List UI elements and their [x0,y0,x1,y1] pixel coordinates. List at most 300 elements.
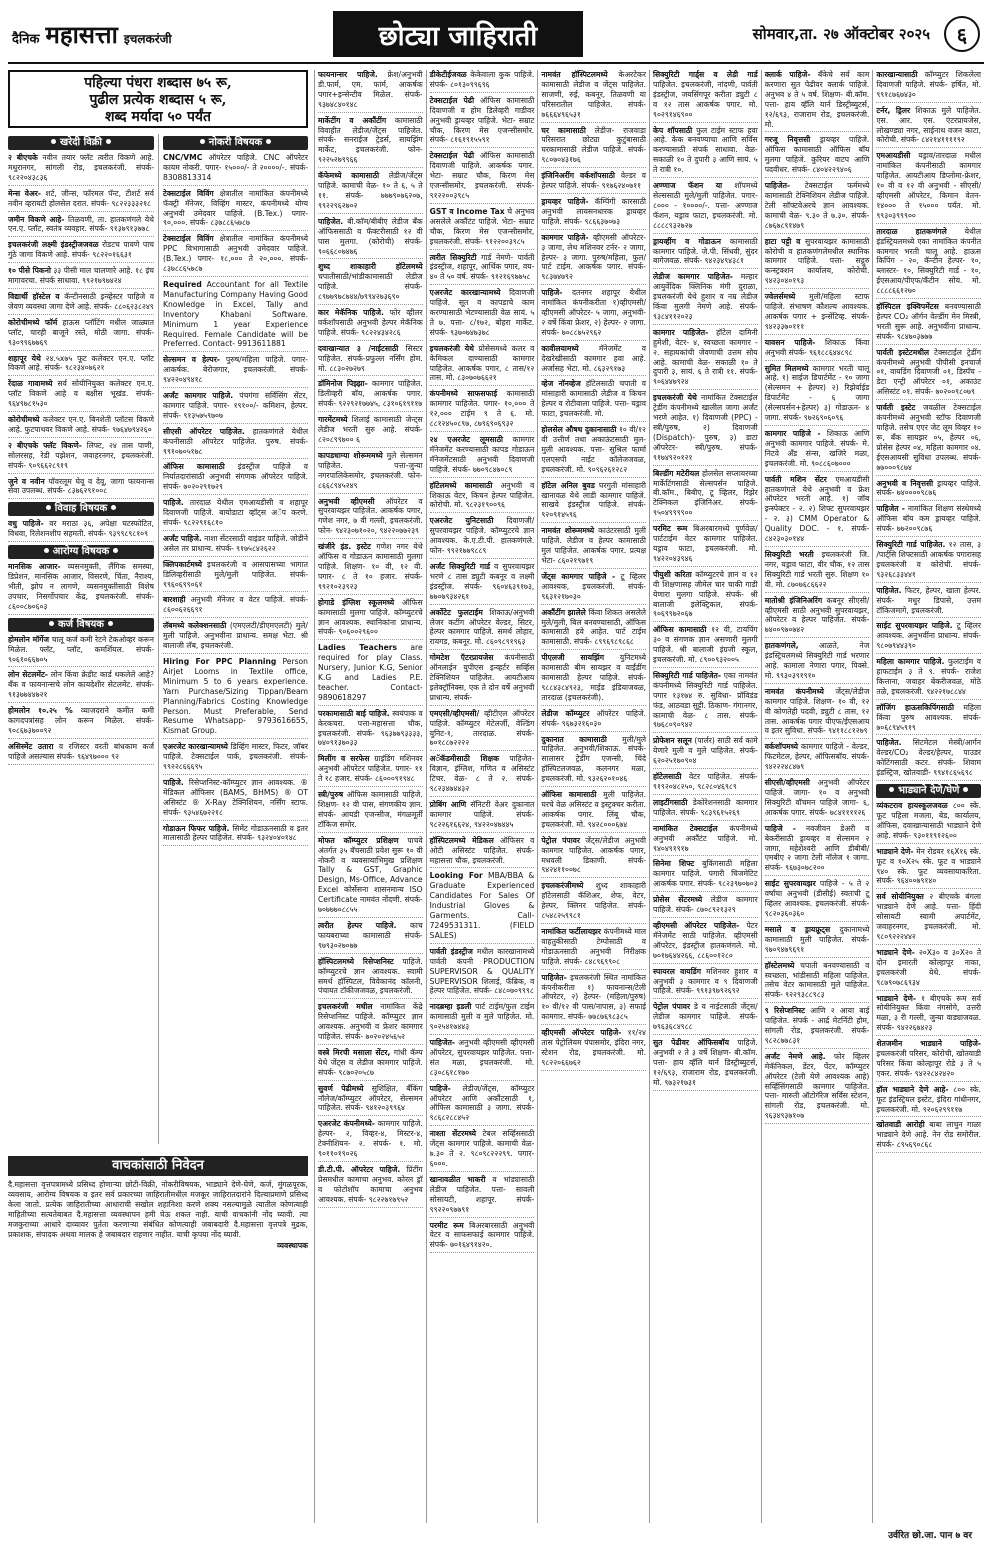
ad-heading: Hiring For PPC Planning [163,656,277,666]
ad-text: नामांकित केंद्रे रिसेप्शनिस्ट पाहिजे. कॉम्प्युटर ज्ञान आवश्यक. अनुभवी व फ्रेशर कामगार पाहिजेत. संपर्क- ७०२०२४५६५२ [318,1002,423,1042]
ad-text: शॉपमध्ये सेल्ससाठी मुले/मुली पाहिजेत. पगार- ८००० - १००००/-. पत्ता- अण्णाज फॅशन, यड्राव फाटा, इचलकरंजी. मो. ८८८८९३२७२७ [653,181,758,230]
classified-ad [653,895,758,918]
ad-list-col-4 [430,70,535,1253]
ad-text: प्रोसेसमध्ये कलर व केमिकल दाण्यासाठी कामगार पाहिजेत. आकर्षक पगार, ८ तास/१२ तास. मो. ८३०७०७६६२१ [429,343,535,383]
classified-ad [765,181,870,234]
classified-ad [8,415,154,438]
ad-text: Accountant for all Textile Manufacturing Company Having Good Knowledge in Excel, Tally and Inventory Khabani Software. Minimum 1 year Experience Required. Female Candidate will be Preferred. Contact- 9913611881 [163,279,308,349]
ad-heading: प्रोसेस सेंटरमध्ये [653,895,703,905]
ad-text: शिलाई कामासाठी जेन्ट्स लेडीज भरती सुरु आहे. संपर्क- ८२०८९९७०० ६ [318,415,423,444]
ad-text: होलसेल सप्लायरच्या मार्केटिंगसाठी सेल्सपर्सन पाहिजे. बी.कॉम., बिबीए, टू व्हिलर, रिझेर टेक्निकल इंजिनिअर. संपर्क- ९५०४९९९९०० [653,468,758,518]
category-header-sale: खरेदी विक्री [8,136,154,150]
bullet-icon [111,505,116,510]
ad-text: ऑपरेटर व सुपरवायझर पाहिजेत. आकर्षक पगार, गणेश नगर, ७ वी गल्ली, इचलकरंजी. फोन- ९४२३०७१०२०, ९४२२०७७२३९ [318,496,423,536]
ad-heading: एमआयडीसी [876,151,911,161]
classified-ad [163,560,308,593]
classified-ad [430,1129,535,1172]
ad-heading: लॅबमध्ये कलेक्शनसाठी [163,621,227,631]
left-area [8,70,308,1523]
ad-text: व्हीटीएल ऑपरेटर पाहिजे. कॉम्प्युटर मेटेलर्जी, वेल्डिंग युनिट-१, तारदाळ. संपर्क- ७०१८८७२२२२ [429,708,535,748]
ad-heading: नामवंत शोरूममध्ये [541,526,595,536]
classified-ad [163,234,308,277]
ad-heading: कामगार पाहिजेत- [653,327,709,337]
ad-text: चे अनुभव असलेले अकौंटंट पाहिजे. भेटा- सम्राट चौक, किरण मेस एजन्सीसमोर, इचलकरंजी. संपर्क- ९१२२००३९८५ [429,206,535,246]
ad-heading: २ बीएचके फ्लॅट विकणे- [8,440,82,450]
ad-heading: वधु पाहिजे- [8,519,44,529]
classified-ad [541,836,646,879]
classified-ad [653,237,758,270]
classified-ad [765,742,870,775]
classified-ad [876,302,981,345]
ad-text: मल्हार आयुर्वेदिक क्लिनिक मंगी दुराळा, इचलकरंजी येथे हुशार व नम्र लेडीज किंवा मुलगी नेमणे आहे. संपर्क- ९३८४११२०२३ [653,272,758,321]
ad-text: दुकानामध्ये कामासाठी मुली पाहिजेत. संपर्क- ९७०९४७९६९१ [764,924,870,954]
ad-heading: अनुभवी व्हीएमसी [318,496,375,506]
ad-text: एका नामवंत कंपनीमध्ये सिक्युरिटी गार्ड पाहिजेत. पगार १३१७४ रु. सुविधा- प्रॉविडंड फंड, आठवडा सुट्टी. ठिकाण- गंगानगर, कामाची वेळ- ८ तास. संपर्क- ९७६८०९०९४२ [653,670,758,730]
ad-heading: नामांकित टेक्सटाईल [653,823,718,833]
ad-text: ऑपरेटर पाहिजे. CNC ऑपरेटर कायम नोकरी. पगार- १५०००/- ते २००००/-. संपर्क- 8308813314 [163,153,308,182]
ad-heading: इंजिनिअरींग वर्कशॉपसाठी [541,171,616,181]
classified-ad [430,1038,535,1081]
masthead-dainik: दैनिक [12,31,40,47]
ad-text: लोन किंवा क्रेडीट कार्ड थकलेले आहे? बँक व फायनान्सचे लोन कायदेशीर सेटलमेंट. संपर्क- ९१३७७४४७२१ [8,670,154,700]
section-title: छोट्या जाहिराती [333,11,583,57]
ad-text: जवळील टेक्सटाईल कंपनीमध्ये अनुभवी स्टॉफ दिवाणजी पाहिजे. तसेच एएर जेट लूम विव्हर १० रू, बँक सायझर ०५, हेल्पर ०६, प्रोसेस हेल्पर ०४, महिला कामगार ०४. ईएसआयसी सुविधा उपलब्ध. संपर्क- ७७०००९८७४ [876,403,982,472]
ad-text: पाहिजेत- विज्ञान, इंग्लिश, गणित व असिस्टंट टिचर. वेळ- ८ ते २. संपर्क- ९८२३४७४४३२ [429,754,535,794]
classified-ad [430,288,535,341]
classified-ad [541,608,646,651]
ad-heading: व्हीएमसी ऑपरेटर पाहिजे- [541,1028,622,1038]
ad-heading: अर्कोटेट फुलटाईम [429,607,483,617]
ad-heading: मानसिक आजार- [8,562,61,572]
ad-heading: गारमेंटमध्ये [318,415,348,425]
ad-text: पुरुष/महिला पाहिजे. पगार- आकर्षक. बेरोजगार, इचलकरंजी. संपर्क- ९४२२०४९४१८ [163,355,308,385]
classified-ad [765,237,870,290]
ad-text: पाचवे अंतर्गत ३५ बॅचसाठी प्रवेश सुरू १० वी नोकरी व व्यवसायाभिमुख प्रशिक्षण Tally & GST, Graphic Design, Ms-Office, Advance Excel कोर्सेसना शासनमान्य ISO Certificate नामवंत नोंदणी. संपर्क- ७०७७७०८८५५ [318,835,423,915]
classified-ad [653,736,758,769]
ad-text: ८०० स्के. फूट पहिला मजला, बेड, कार्यालय, ऑफिस, दवाखान्यासाठी भाड्याने देणे आहे. संपर्क- ९३०११९१२६०० [876,801,982,840]
ad-heading: पाहिजेत - [876,504,905,514]
ad-heading: जेंट्स कामगार पाहिजे - [541,571,616,581]
ad-text: लेडीज कामगार पाहिजे. संपर्क- ८७०८९२१३२९ [653,895,758,915]
classified-ad [8,519,154,542]
ad-text: मुली पाहिजेत. घरचे वेळ असिस्टंट व इस्ट्रक्चर करीता. आकर्षक पगार. लिंबू चौक, इचलकरंजी. मो. ९४२८०००६७४ [541,790,647,829]
ad-heading: साईट सुपरवायझर [764,879,816,889]
classified-ad [876,892,981,945]
ad-text: तारदाळ येथील एमआयडीसी व शहापूर दिवाणजी पाहिजे. बायोडाटा व्हॉट्स अॅप करणे. संपर्क- ९८२२९१६८१० [163,498,308,527]
ad-text: व्हीएमसी ऑपरेटर- ३ जागा, लेथ मशिनवर टर्नर- २ जागा, हेल्पर- ३ जागा. पुरुष/महिला, फुल/पार्ट टाईम. आकर्षक पगार. संपर्क- ९८३७४७९२ [541,232,647,282]
classified-ad [163,534,308,557]
ad-text: बनवण्यासाठी हेल्पर CO₂ ऑर्गन वेल्डींग मेन मिस्त्री, भरती सुरू आहे. अनुभवींना प्राधान्य. संपर्क- ९८४७०३७७७ [876,302,982,341]
ad-text: पाहिजे. कॉम्प्युटरचे ज्ञान आवश्यक. स्वामी समर्थ हॉस्पिटल, विवेकानंद कॉलनी, पंचायत टॉकीजजवळ, इचलकरंजी. [318,956,423,996]
ad-heading: पेट्रोल पंपावर [653,1002,691,1012]
ad-list-col-8 [876,70,981,781]
ad-heading: अर्जंट कामगार पाहिजे. [163,391,234,401]
ad-text: कलेक्टर एन.ए. बिनशेती प्लॉटस विकणे आहे. फुटपाथवर विकणे आहे. संपर्क- ९७६४७९४२६० [8,415,154,434]
ad-heading: हॉटेल अनिल बुवड [541,480,595,490]
classified-ad [318,598,423,641]
ad-text: जेंट्स/लेडीज कामगार पाहिजे. शिक्षण- १० वी, १२ वी कोणतेही पदवी, ड्युटी ८ तास, १२ तास. आकर्षक पगार पीएफ/ईएसआय व इतर सुविधा. संपर्क- ९४११८८१२७९ [764,686,870,736]
ad-text: कॅन्टीनसाठी इन्व्हेस्टर पाहिजे व जेवण व्यवस्था जागा देणे आहे. संपर्क- ८८०६२३८२४९ [8,291,154,311]
classified-ad [318,451,423,494]
ad-text: ३३ पीसी माल चालणारे आहे. १८ इंच मागावरचा. संपर्क साधावा. ९९२१७९७४२४ [8,266,154,286]
classified-ad [163,391,308,424]
ad-heading: मिलींग व सरफेस [318,754,370,764]
ad-heading: पाहिजे- [429,1083,451,1093]
ad-text: ऑफिसर व ओटी असिस्टंट पाहिजेत. संपर्क- महासत्ता चौक, इचलकरंजी. [429,835,535,865]
ad-text: फोर व्हीलर वर्कशॉपसाठी अनुभवी हेल्पर मेकॅनिक पाहिजे. संपर्क- ९८२२४३४२८६ [318,308,423,337]
ad-text: गांधी कॅम्प येथे जेंट्स व लेडीज कामगार पाहिजे. संपर्क- ९८७०२०५८७ [318,1047,423,1077]
classified-ad [653,671,758,733]
ad-heading: इचलकरंजीमध्ये [541,881,584,891]
ad-text: नामांकित टेक्सटाईल ट्रेडींग कंपनीमध्ये खालील जागा अर्जंट भरणे आहेत. १) दिवाणजी (PPC) - स्त्री/पुरुष, २) दिवाणजी (Dispatch)- पुरुष, ३) डाटा ऑपरेटर- स्त्री/पुरुष. संपर्क- ९१७४९२०१२१ [653,393,758,462]
classified-ad [8,153,154,186]
column-1 [8,134,154,1144]
classified-ad [876,847,981,890]
ad-heading: अर्जंट पाहिजे. [163,533,202,543]
ad-text: कामगार मॅनेजमेंट करण्यासाठी कापड गोडाऊन मॅनेजमेंटसाठी अनुभवी दिवाणजी पाहिजे. संपर्क- ७७०९८४७०८९ [429,435,535,474]
ad-heading: विद्यार्थी हॉस्टेल व [8,291,60,301]
classified-ad [8,670,154,703]
ad-text: केकेवाला कुक पाहिजे. संपर्क- ८०१३०९९६९६ [429,70,535,89]
ad-text: आणि २ आया बाई पाहिजेत. संपर्क - आर्द्र मेटर्निटी होम, सांगली रोड, इचलकरंजी. संपर्क- ९८२८७७८३१ [764,1006,870,1045]
ad-text: यड्राव/तारदाळ मधील नामांकित कंपनीसाठी कामगार पाहिजेत. आयटीआय डिप्लोमा-फ्रेशर, १० वी व १२ वी अनुभवी - सीएसी/व्हीएमसी ऑपरेटर, किमान वेतन- १४००० ते १५००० पर्यंत. मो. ९९३०३९९९०० [876,151,982,220]
ad-text: लेडीज- राजवाडा परिसरात छोट्या कुटुंबासाठी घरकामासाठी लेडीज पाहिजे. संपर्क- ९८०७०४३१७६ [541,125,647,165]
column-3 [314,70,426,1523]
ad-text: (एमएलटी/डीएमएलटी) मुले/मुली पाहिजे. अनुभवीना प्राधान्य. समक्ष भेटा. श्री बालाजी लॅब, इचलकरंजी. [163,621,308,651]
ad-heading: होगाडे इंग्लिश स्कूलमध्ये [318,597,395,607]
ad-text: कामगार पाहिजे - वेल्डर, फिटमेटल, हेल्पर, ऑफिसबॉय. संपर्क- ९४२२२४८४७९ [764,742,870,772]
bullet-icon [46,505,51,510]
classified-ad [318,344,423,377]
ad-list-col-7 [765,70,870,1124]
ad-heading: फायनान्सर पाहिजे. [318,70,378,79]
ad-heading: ज्वेलर्समध्ये [764,292,796,302]
ad-heading: पाहिजेत- [764,181,791,191]
category-header-loan: कर्ज विषयक [8,618,154,632]
ad-heading: नादब्रम्हा इडली [429,1002,472,1012]
classified-ad [163,657,308,739]
classified-ad [8,441,154,474]
ad-text: कामगार भरती चालू आहे. १) साईज डिपार्टमेंट - १० जागा (सेल्समन + हेल्पर) २) रिझेर्वाईड डिपार्टमेंट - ६ जागा (सेल्सपर्सन+हेल्पर) ३) गोडाऊन- ४ जागा. संपर्क- ९७२६९०६०९६ [764,363,870,423]
classified-ad [765,70,870,132]
classified-ad [318,70,423,113]
classified-ad [541,653,646,706]
classified-ad [318,957,423,1000]
classified-ad [163,462,308,495]
ad-heading: पार्वती मशिन सेंटर [764,474,827,484]
ad-list-health [8,562,154,615]
classified-ad [876,540,981,583]
ad-text: ऑफिस कामासाठी दिवाणजी व होम डिलेव्हरी गाडीवर अनुभवी ड्रायव्हर पाहिजे. भेटा- सम्राट चौक, किरण मेस एजन्सीसमोर. संपर्क- ८१६१९१५५९१ [429,95,535,145]
ad-heading: लाइटींगसाठी [653,797,688,807]
classified-ad [541,233,646,286]
classified-ad [653,625,758,668]
ad-text: कबनूर सीएसी/व्हीएमसी साठी अनुभवी सुपरवायझर, ऑपरेटर व हेल्पर पाहिजेत. संपर्क- ७४००९७०७४२ [764,595,870,635]
ad-heading: बिल्डींग मटेरीयल [653,468,700,478]
bullet-icon [106,139,111,144]
ad-text: कामगार पाहिजेत. डिलीव्हरी बॉय, आकर्षक पगार. संपर्क- ९२२९२१७७४५, ८३१०६१९११७ [318,379,423,409]
ad-text: अनुभवी व शिकाऊ वेटर, किचन हेल्पर पाहिजेत. कोरोची. मो. ९८२३१९००९६ [429,480,535,510]
ad-heading: केप शॉपसाठी [653,125,693,135]
ad-text: वर मराठा ३६, अपेक्षा घटस्फोटित, विधवा, रिलेशनशीप सहमती. संपर्क- ९३९९८९८१०९ [8,519,154,539]
ad-text: किंवा शिकत असलेले मुले/मुली, बिल बनवण्यासाठी, ऑफिस कामासाठी हवे आहेत. पार्ट टाईम कामासाठी. संपर्क- ८९९६९८९८६८ [541,607,647,647]
ad-heading: ऑफिस कामासाठी [541,790,597,800]
classified-ad [765,1006,870,1049]
ad-heading: पाहिजेत. [318,216,344,226]
ad-heading: तारदाळ हातकणंगले [876,226,947,236]
ad-text: एमआयडीसी हातकणंगले येथे अनुभवी व फ्रेश ऑपरेटर भरती आहे. १) जॉब इन्स्पेक्टर - २. २) शिफ्ट सुपरवायझर - २. ३) CMM Operator & Quality DOC. - १. संपर्क- ८४२३०३०१४४ [764,474,870,544]
ad-text: मॅनेजमेंट व देखरेखीसाठी कामगार हवा आहे. अर्जासह भेटा. मो. ८६३२९१७३ [541,343,647,373]
ad-heading: ९ रिसेप्शनिस्ट [764,1006,805,1016]
classified-ad [876,70,981,103]
classified-ad [765,961,870,1004]
ad-text: (पार्लर) साठी सर्व कामे येणारे मुली व मुले पाहिजेत. संपर्क- ६२०२५१७०९०४ [653,736,758,766]
ad-heading: एअरजेट युनिटसाठी [429,516,494,526]
ad-heading: सिक्युरिटी गार्ड पाहिजेत. [876,540,946,550]
ad-heading: पाहिजेत- [541,972,567,982]
classified-ad [653,859,758,892]
ad-heading: सीएसी/व्हीएमसी [764,778,810,788]
classified-ad [653,921,758,964]
ad-text: बिअरबारमध्ये पूर्णवेळ/पार्टटाईम वेटर कामगार पाहिजेत. यड्राव फाटा, इचलकरंजी. मो. ९४२२०४३९४६ [653,524,758,563]
ad-heading: Looking For [429,871,483,881]
classified-ad [8,292,154,315]
ad-heading: व्हीएमसी ऑपरेटर पाहिजेत- [653,920,740,930]
ad-list-sale [8,153,154,499]
ad-heading: हॉस्पिटल इक्विपमेंटस [876,302,939,312]
ad-text: कंपनीसाठी ऑनलाईन युपीएस इन्व्हर्टर सर्व्हिस टेक्निशियन पाहिजेत. आयटीआय इलेक्ट्रॉनिक्स, एक ते दोन वर्षे अनुभवी प्राधान्य. संपर्क- [429,653,535,702]
ad-heading: गोडाऊन फिफर पाहिजे. [163,823,230,833]
classified-ad [876,657,981,700]
ad-text: डिव्हिंग मास्टर, फिटर, जॉबर पाहिजे. टेक्सटाईल पार्क, इचलकरंजी. संपर्क- ९९२२८६६६९५ [163,742,308,772]
classified-ad [8,477,154,500]
classified-ad [318,1165,423,1208]
ad-text: शिकाऊ किंवा अनुभवी संपर्क- ९६१८८६४४८९८ [764,337,870,357]
ad-text: १२ वी, टायपिंग ३० व संगणक ज्ञान असणारी मुलगी पाहिजे. श्री बालाजी इंग्रजी स्कूल, इचलकरंजी. मो. ८९००९३२००५ [653,625,758,665]
ad-text: डेकोरेशनसाठी कामगार पाहिजेत. संपर्क- ९८३९६१५२६९ [653,797,758,817]
ad-text: कामगार पाहिजे. हेल्पर- २, विव्हर-४, मिस्टर-४, टेक्नीशियन- २. संपर्क- १. मो. ९०११०१९०२६ [318,1119,423,1159]
classified-ad [653,328,758,390]
ad-heading: भाड्याने देणे- [876,947,915,957]
classified-ad [765,364,870,426]
classified-ad [765,778,870,821]
classified-ad [430,947,535,1000]
ad-text: हाऊस प्लॉटिंग मधील जाळ्यात प्लॉट, चारही बाजूने रस्ते, मोठी जागा. संपर्क- ९३०९९६७७६९ [8,317,154,347]
classified-ad [8,379,154,412]
classified-ad [430,754,535,797]
classified-ad [876,948,981,991]
classified-ad [765,1052,870,1124]
ad-text: दिवाणजी पाहिजे. सूत व कापडाचे काम करण्यासाठी भेटण्यासाठी वेळ सायं. ५ ते ७. पत्ता- ८/१७२, बोहरा मार्केट. संपर्क- ९३७०७४७३७८ [429,288,535,337]
classified-ad [430,516,535,559]
ad-heading: पाहिजे- [541,288,563,298]
classified-ad [318,379,423,412]
left-columns [8,134,308,1144]
ad-text: इचलकरंजी परिसर, कोरोची, खोतवाडी परिसर किंवा कोल्हापूर रोडे ३ ते ५ एकर. संपर्क- ९४२२८४२४२० [876,1049,982,1078]
ad-heading: साईट सुपरवायझर पाहिजे. [876,621,953,631]
ad-text: ऑपरेटर पाहिजे. संपर्क- ९६७३२१६०३० [541,708,647,728]
ad-text: are required for play Class. Nursery, Junior K.G, Senior K.G and Ladies P.E. teacher. Contact- 9890618297 [318,643,423,702]
ad-text: नवीन तयार फ्लॅट त्वरीत विकणे आहे. मधुरानगर, सांगली रोड, इचलकरंजी. संपर्क- ९८२२०४३८३६ [8,153,154,182]
ad-heading: हॉल भाड्याने देणे आहे- [876,1084,949,1094]
ad-heading: कामगार पाहिजे- [541,232,589,242]
ad-heading: टेक्सटाईल पेढी [429,151,475,161]
ad-text: पाहिजे - ५ ते २ वर्षांचा अनुभवी (डीसीई) स्वतःची टू व्हिलर आवश्यक. इचलकरंजी. संपर्क- ९८२०३६०३६० [764,879,870,918]
ad-text: महिला किंवा पुरुष आवश्यक. संपर्क- ७०६८९४५९१९ [876,702,982,732]
ad-text: १० वी/१२ वी उत्तीर्ण तथा अकाऊंटसाठी मुल-मुली आवश्यक. पत्ता- सुश्रिल फार्मा एलएसपी नाईट कॉलेजजवळ, इचलकरंजी. मो. ९०९६२६१२८२ [541,425,647,474]
ad-heading: ड्रायव्हर पाहिजे- [541,196,589,206]
category-header-rent: भाड्याने देणे/घेणे [876,784,981,798]
rate-line-2: पुढील प्रत्येक शब्दास ५ रू, [89,92,227,108]
ad-heading: प्रोफेशन सलून [653,736,692,746]
ad-text: ड्रायव्हर पाहिजे. संपर्क- ७४००००९८७६ [876,478,982,498]
ad-text: १ बीएचके रूम सर्व सोयीनियुक्त किंवा नंगसोगे, उत्तरी मळा, ३ री गल्ली, जुन्या वाड्याजवळ. संपर्क- ९४२२६७४२३ [876,993,982,1033]
ad-text: पॉवरलूम घेवू व देवू, जागा फायनान्स सेवा उपलब्ध. संपर्क- ८३७६२९१००८ [8,476,154,496]
column-4 [426,70,538,1523]
ad-text: व सुपरवायझर भरणे ८ तास ड्युटी कबनूर व लक्ष्मी इंडस्ट्रीज. संपर्क- ९६०४६३९१७३, ७७०७९३४२६१ [429,561,535,601]
classified-ad [876,1039,981,1082]
classified-ad [541,126,646,169]
classified-ad [163,824,308,847]
ad-heading: होलसेल औषध दुकानासाठी [541,425,617,435]
ad-text: इचलकरंजी व आसपासच्या भागात डिलिव्हरीसाठी मुले/मुली पाहिजेत. संपर्क- ९९६०६९९०६१ [163,559,308,589]
ad-heading: अनुभवी व निवृत्तसी [876,478,934,488]
ad-text: दतनगर शहापूर येथील नामांकित कंपनीकरीता १)व्हीएमसी/व्हीएमसी ऑपरेटर- ५ जागा, अनुभवी- २ वर्षे किंवा फ्रेशर, २) हेल्पर- २ जागा. संपर्क- ७०८८७५२९६२ [541,288,647,337]
ad-text: बिअरबारसाठी अनुभवी वेटर व साफसफाई कामगार पाहिजे. संपर्क- ७०१६४९१४२०. [429,1220,535,1250]
column-2 [158,134,308,1144]
ad-heading: इचलकरंजी मधील [318,1002,373,1012]
ad-heading: सिनेमा शिफ्ट [653,859,695,869]
ad-text: हॉटेलसाठी चपाती व मांसाहारी कामासाठी लेडीज व किचन हेल्पर व रोटीवाला पाहिजे. पत्ता- यड्राव फाटा, इचलकरंजी. मो. [541,379,647,419]
classified-ad [765,429,870,472]
ad-heading: Required [163,279,202,289]
ad-heading: परमीट रूम [429,1220,464,1230]
ad-heading: स्पायरल वायडिंग [653,966,702,976]
classified-ad [876,348,981,401]
classified-ad [765,135,870,178]
ad-heading: इचलकरंजी येथे [653,393,697,403]
classified-ad [765,596,870,639]
ad-text: मेन रोडवर १६X१६ स्के. फूट व १०X२५ स्के. फूट व भाड्याने ९४० स्के. फूट व्यवसायाकरिता. संपर्क- ९६४००७९१४० [876,846,982,886]
ad-text: मुली/महिला स्टाफ पाहिजे. संभाषण कौशल्य आवश्यक. आकर्षक पगार + इन्सेंटिव्ह. संपर्क- ९४२३३७०१११ [764,292,870,331]
classified-ad [876,106,981,149]
classified-ad [8,189,154,212]
ad-heading: रेंदाळ गावामध्ये [8,379,53,389]
right-area [314,70,984,1523]
classified-ad [163,742,308,775]
classified-ad [653,524,758,567]
ad-list-marriage [8,519,154,542]
classified-ad [653,272,758,325]
classified-ad [653,824,758,857]
classified-ad [876,621,981,654]
ad-heading: खानावळीत भाकरी [429,1174,486,1184]
ad-heading: मसाले व ड्रायफ्रूट्स [764,924,831,934]
masthead-meta [583,16,984,52]
ad-heading: लोन सेटलमेंट- [8,670,48,680]
ad-text: येथील इंडस्ट्रियलमध्ये एका नामांकित कंपनीत कामगार भरती चालू आहे. हाऊस किपिंग - २०, कॅन्टीन हेल्पर- १०, ब्लास्टर- १०, सिक्युरिटी गार्ड - १०, ईएसआय/पीएफ/कॅंटीन सोय. मो. ८८८८६६१२७० [876,226,982,296]
ad-heading: डी.टी.पी. ऑपरेटर पाहिजे. [318,1165,401,1174]
ad-heading: पीएलजी सायझिंग [541,653,605,663]
classified-ad [430,562,535,605]
classified-ad [8,635,154,668]
classified-ad [430,1175,535,1218]
classified-ad [8,266,154,289]
classified-ad [430,344,535,387]
ad-heading: मार्केटींग व अकौंटींग [318,115,387,125]
classifieds-body [8,70,984,1523]
classified-ad [318,1048,423,1081]
ad-text: युनिटमध्ये कामासाठी बीम सायझर व वाईंडींग कामासाठी हेल्पर पाहिजे. संपर्क- ९८८४३८४९२३, माईड इंडियाजवळ, तारदाळ (इचलकरंजी). [541,653,647,702]
ad-heading: भाड्याने देणे- [876,993,917,1003]
classified-ad [653,798,758,821]
classified-ad [318,262,423,305]
column-6 [649,70,761,1523]
ad-text: फिटर, हेल्पर, खाता हेल्पर. संपर्क- मधुर डिपासे, उत्तम टॉकिजमागे, इचलकरंजी. [876,585,982,615]
ad-heading: सर्व सोयीनियुक्त [876,892,924,902]
ad-heading: पाहिजे - [764,823,796,833]
ad-text: वेल्डर व हेल्पर पाहिजे. संपर्क- ९१७६२४०७११ [541,171,647,191]
classified-ad [163,153,308,186]
classified-ad [653,70,758,123]
ad-heading: मातोश्री इंजिनिअरिंग [764,595,823,605]
classified-ad [430,1221,535,1254]
bullet-icon [113,548,118,553]
ad-text: अनुभवी ऑपरेटर पाहिजे. जागा- १० व अनुभवी सिक्युरिटी वॉचमन पाहिजे जागा- ६, आकर्षक पगार. संपर्क- ७८४११११२६ [764,778,870,817]
classified-ad [653,570,758,623]
ad-heading: व्यंकटराव हायस्कूलजवळ [876,801,948,811]
ad-text: बुकिंगसाठी महिला कामगार पाहिजे. पगारी चिजमेटिट आकर्षक पगार. संपर्क- ९८२३९७०७०३ [653,859,758,889]
ad-heading: इचलकरंजी येथे [429,343,474,353]
classified-ad [765,925,870,958]
rate-line-1: पहिल्या पंधरा शब्दास ७५ रू, [84,75,232,91]
classified-ad [163,621,308,654]
classified-ad [163,595,308,618]
category-header-marriage: विवाह विषयक [8,502,154,516]
classified-ad [876,403,981,475]
ad-heading: सुमित मिलमध्ये [764,363,809,373]
ad-heading: पार्वती इस्टेट [876,403,916,413]
ad-text: पार्ट टाईम/फुल टाईम कामासाठी मुली व मुले पाहिजेत. मो. ९०२५४१७४४३ [429,1002,535,1032]
ad-text: पाहिजेत. इचलकरंजी, नांदणी, पार्वती इंडस्ट्रीज, जयसिंगपूर करीता ड्युटी ८ व १२ तास आकर्षक पगार. मो. ९०२९१४६९०० [653,79,758,119]
ad-heading: महिला कामगार पाहिजे. [876,657,945,667]
ad-heading: लेडीज कामगार पाहिजेत- [653,272,733,282]
ad-text: गार्ड नेमणे- पार्वती इंडस्ट्रीज, शहापूर, आर्थिक पगार, वय- ४० ते ५० वर्ष. संपर्क- ९१२१६९७७५८ [429,252,535,282]
ad-text: अनुभवी व्हीएमसी व्हीएमसी ऑपरेटर, सुपरवायझर पाहिजेत. पत्ता- संत मळा, इचलकरंजी. मो. ८३०८६१८१७० [429,1038,535,1077]
classified-ad [876,586,981,619]
ad-heading: शुध्द शाकाहारी हॉटेलमध्ये [318,262,423,272]
ad-heading: घर कामासाठी [541,125,586,135]
ad-text: मुली/मुले पाहिजेत. अनुभवी/शिकाऊ. संपर्क- सालासर ट्रेडींग एजन्सी, चिंदे हॉस्पिटलजवळ, कलनगर मळा, इचलकरंजी. मो. ९३२६२०१०४६ [541,734,647,784]
classified-ad [541,881,646,924]
classified-ad [541,425,646,478]
ad-heading: खोतवाडी आरोही [876,1120,925,1130]
ad-text: फ्रेश/अनुभवी डी.फार्म, एम. फार्म, आकर्षक पगार+इन्सेन्टीव मिळेल. संपर्क- ९३७४८४०१४८ [318,70,423,109]
classified-ad [318,709,423,752]
classified-ad [876,801,981,844]
classified-ad [430,871,535,943]
classified-ad [876,151,981,223]
ad-heading: जुने व नवीन [8,476,45,486]
ad-heading: टेक्सटाईल पेढी [429,95,475,105]
ad-text: डे व नाईटसाठी जेंट्स/लेडीज कामगार पाहिजे. संपर्क- ७९६३६८४९८८ [653,1002,758,1032]
classified-ad [8,354,154,377]
ad-text: पेटर मॅनेजमेंट साठी पाहिजेत. व्हीएमसी ऑपरेटर, इंडस्ट्रीज हातकणंगले. मो. ७०१७६४४२६६, ८८६००१२८० [653,920,758,960]
classified-ad [541,197,646,230]
bullet-icon [200,139,205,144]
ad-heading: मेन्स वेअर- [8,188,42,198]
ad-text: क्षेत्रातील नामांकित कंपनीमध्ये PPC विभागासाठी अनुभवी उमेदवार पाहिजे. (B.Tex.) पगार- १८,००० ते २०,०००. संपर्क- ८३७८८६५७८७ [163,234,308,274]
